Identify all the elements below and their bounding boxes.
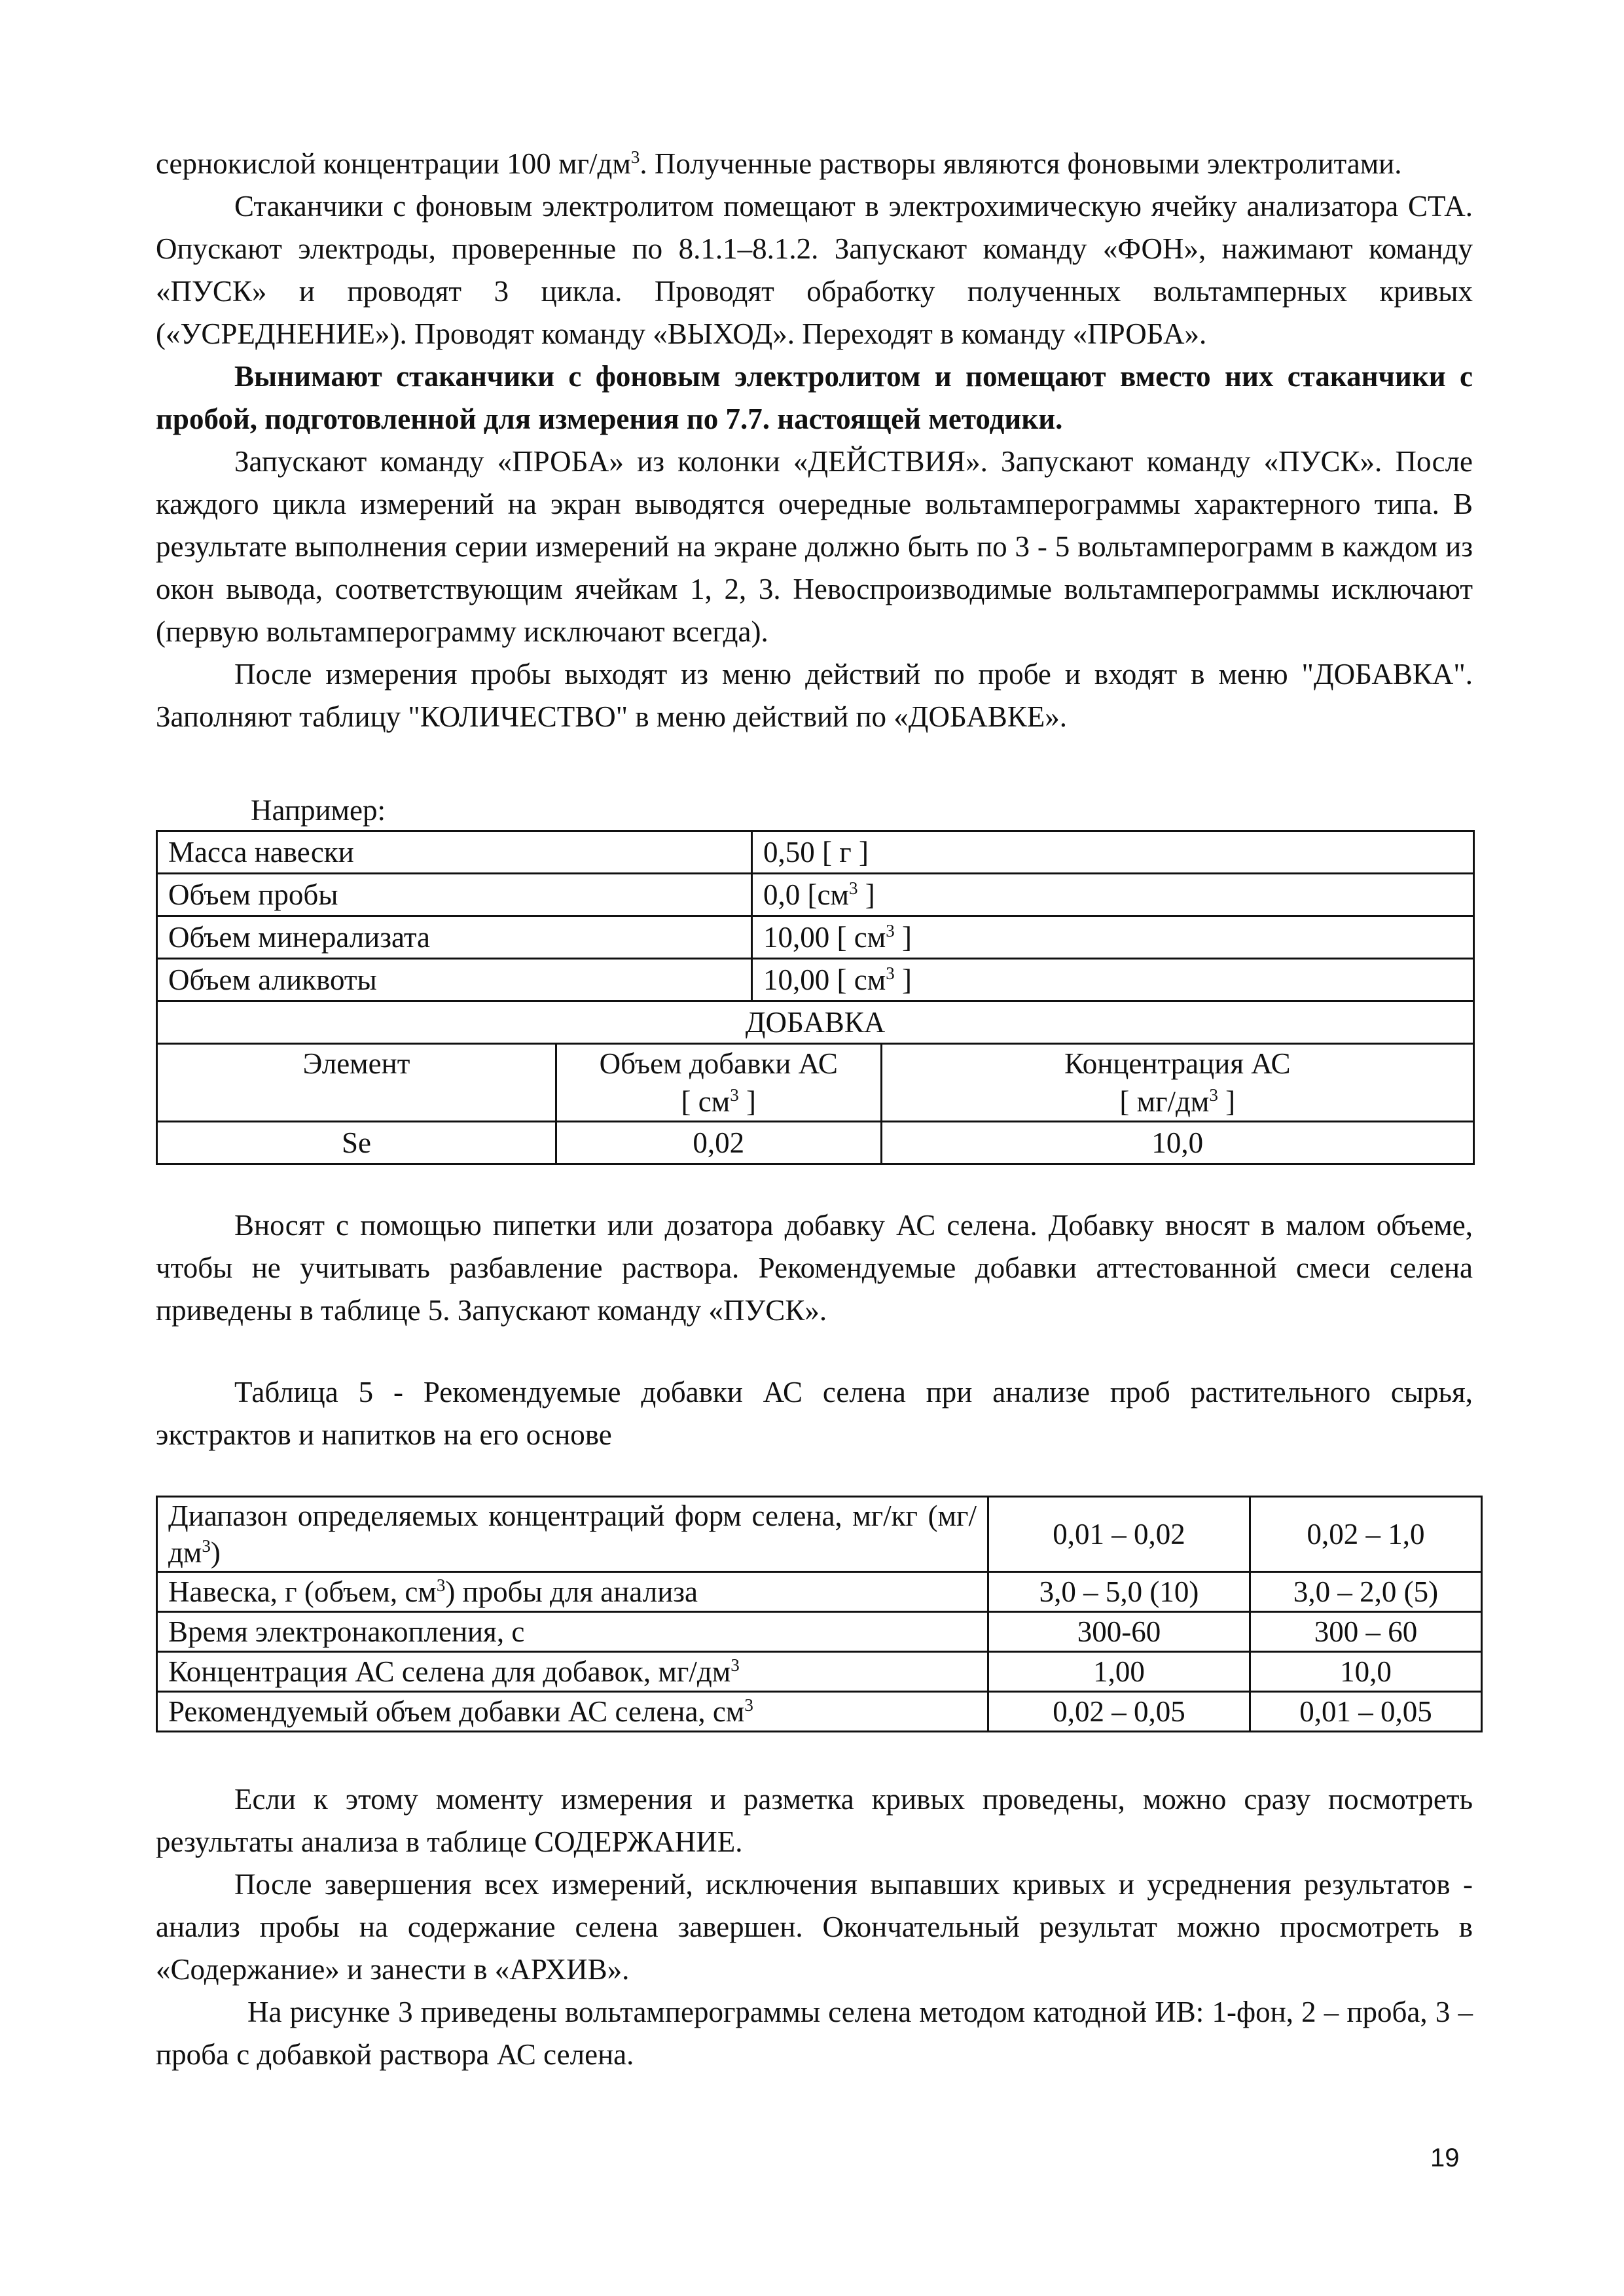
table-data-row (157, 1122, 1474, 1164)
header-element: Элемент (157, 1044, 556, 1122)
table-row (157, 959, 1474, 1001)
superscript: 3 (630, 147, 640, 167)
cell-range-1: 300-60 (988, 1612, 1250, 1652)
example-table (156, 830, 1475, 1165)
label-tail: ) пробы для анализа (445, 1575, 698, 1608)
row-label: Объем минерализата (157, 916, 752, 959)
row-label (157, 1612, 988, 1652)
table-row (157, 1692, 1482, 1732)
superscript: 3 (731, 1655, 740, 1675)
example-label: Например: (251, 794, 386, 827)
value-text: 0,50 [ г ] (763, 836, 869, 869)
text: . Полученные растворы являются фоновыми электролитами. (640, 147, 1402, 180)
superscript: 3 (886, 921, 895, 941)
table-5-caption: Таблица 5 - Рекомендуемые добавки АС селена при анализе проб растительного сырья, экстрактов и напитков на его основе (156, 1376, 1473, 1451)
header-line: Концентрация АС (1064, 1047, 1291, 1080)
table-header-row (157, 1044, 1474, 1122)
superscript: 3 (730, 1085, 739, 1105)
paragraph-8: После завершения всех измерений, исключения выпавших кривых и усреднения результатов - анализ пробы на содержание селена завершен. Окончательный результат можно просмотреть в «Содержание» и занести в «АРХИВ». (156, 1868, 1473, 1986)
table-row (157, 1572, 1482, 1612)
superscript: 3 (436, 1575, 446, 1595)
row-value (752, 959, 1474, 1001)
row-label: Объем аликвоты (157, 959, 752, 1001)
header-group (556, 1044, 1474, 1122)
label-text: Концентрация АС селена для добавок, мг/дм (168, 1655, 731, 1688)
row-label (157, 1497, 988, 1572)
paragraph-5: После измерения пробы выходят из меню действий по пробе и входят в меню "ДОБАВКА". Заполняют таблицу "КОЛИЧЕСТВО" в меню действий по «ДОБАВКЕ». (156, 658, 1473, 733)
superscript: 3 (744, 1695, 753, 1715)
paragraph-2: Стаканчики с фоновым электролитом помещают в электрохимическую ячейку анализатора СТА. Опускают электроды, проверенные по 8.1.1–8.1.2. Запускают команду «ФОН», нажимают команду «ПУСК» и проводят 3 цикла. Проводят обработку полученных вольтамперных кривых («УСРЕДНЕНИЕ»). Проводят команду «ВЫХОД». Переходят в команду «ПРОБА». (156, 190, 1473, 350)
label-text: Навеска, г (объем, см (168, 1575, 437, 1608)
cell-range-2: 0,02 – 1,0 (1250, 1497, 1482, 1572)
cell-range-2: 0,01 – 0,05 (1250, 1692, 1482, 1732)
cell-range-2: 300 – 60 (1250, 1612, 1482, 1652)
paragraph-9: На рисунке 3 приведены вольтамперограммы селена методом катодной ИВ: 1-фон, 2 – проба, 3 – проба с добавкой раствора АС селена. (156, 1996, 1473, 2071)
header-volume (557, 1045, 881, 1121)
label-text: Время электронакопления, с (168, 1615, 525, 1648)
table-row (157, 916, 1474, 959)
table-row (157, 1612, 1482, 1652)
row-value (752, 831, 1474, 874)
table-row (157, 874, 1474, 916)
superscript: 3 (886, 963, 895, 983)
header-line: [ см (681, 1085, 731, 1118)
superscript: 3 (202, 1536, 211, 1556)
header-line: Объем добавки АС (599, 1047, 838, 1080)
text: сернокислой концентрации 100 мг/дм (156, 147, 631, 180)
label-text: Диапазон определяемых концентраций форм селена, мг/кг (мг/дм (168, 1499, 977, 1569)
value-tail: ] (894, 963, 912, 996)
paragraph-1 (156, 143, 1473, 185)
superscript: 3 (848, 878, 858, 898)
header-line: ] (738, 1085, 756, 1118)
cell-range-2: 10,0 (1250, 1652, 1482, 1692)
row-label: Объем пробы (157, 874, 752, 916)
cell-range-1: 0,02 – 0,05 (988, 1692, 1250, 1732)
header-subtable (557, 1045, 1473, 1121)
cell-concentration: 10,0 (1151, 1126, 1204, 1159)
cell-range-2: 3,0 – 2,0 (5) (1250, 1572, 1482, 1612)
row-label (157, 1652, 988, 1692)
cell-volume: 0,02 (557, 1122, 881, 1163)
header-line: ] (1218, 1085, 1236, 1118)
value-text: 10,00 [ см (763, 921, 886, 954)
cell-element: Se (157, 1122, 556, 1164)
paragraph-7: Если к этому моменту измерения и разметка кривых проведены, можно сразу посмотреть результаты анализа в таблице СОДЕРЖАНИЕ. (156, 1783, 1473, 1858)
data-subtable (557, 1122, 1473, 1163)
row-label (157, 1572, 988, 1612)
row-label: Масса навески (157, 831, 752, 874)
cell-range-1: 3,0 – 5,0 (10) (988, 1572, 1250, 1612)
cell-range-1: 1,00 (988, 1652, 1250, 1692)
paragraph-6: Вносят с помощью пипетки или дозатора добавку АС селена. Добавку вносят в малом объеме, чтобы не учитывать разбавление раствора. Рекомендуемые добавки аттестованной смеси селена приведены в таблице 5. Запускают команду «ПУСК». (156, 1209, 1473, 1327)
table-section-row (157, 1001, 1474, 1044)
label-tail: ) (210, 1536, 221, 1569)
table-5 (156, 1496, 1483, 1732)
table-row (157, 831, 1474, 874)
value-text: 10,00 [ см (763, 963, 886, 996)
header-line: [ мг/дм (1119, 1085, 1210, 1118)
paragraph-3-bold: Вынимают стаканчики с фоновым электролитом и помещают вместо них стаканчики с пробой, подготовленной для измерения по 7.7. настоящей методики. (156, 360, 1473, 435)
label-text: Рекомендуемый объем добавки АС селена, см (168, 1695, 745, 1728)
header-concentration (881, 1045, 1473, 1121)
data-group (556, 1122, 1474, 1164)
value-tail: ] (894, 921, 912, 954)
superscript: 3 (1209, 1085, 1218, 1105)
table-row (157, 1652, 1482, 1692)
row-value (752, 874, 1474, 916)
table-row (157, 1497, 1482, 1572)
value-text: 0,0 [см (763, 878, 849, 911)
row-value (752, 916, 1474, 959)
page-number: 19 (1430, 2144, 1460, 2172)
row-label (157, 1692, 988, 1732)
value-tail: ] (857, 878, 875, 911)
page-content (156, 143, 1473, 2076)
cell-range-1: 0,01 – 0,02 (988, 1497, 1250, 1572)
section-title: ДОБАВКА (157, 1001, 1474, 1044)
paragraph-4: Запускают команду «ПРОБА» из колонки «ДЕЙСТВИЯ». Запускают команду «ПУСК». После каждого цикла измерений на экран выводятся очередные вольтамперограммы характерного типа. В результате выполнения серии измерений на экране должно быть по 3 - 5 вольтамперограмм в каждом из окон вывода, соответствующим ячейкам 1, 2, 3. Невоспроизводимые вольтамперограммы исключают (первую вольтамперограмму исключают всегда). (156, 445, 1473, 648)
